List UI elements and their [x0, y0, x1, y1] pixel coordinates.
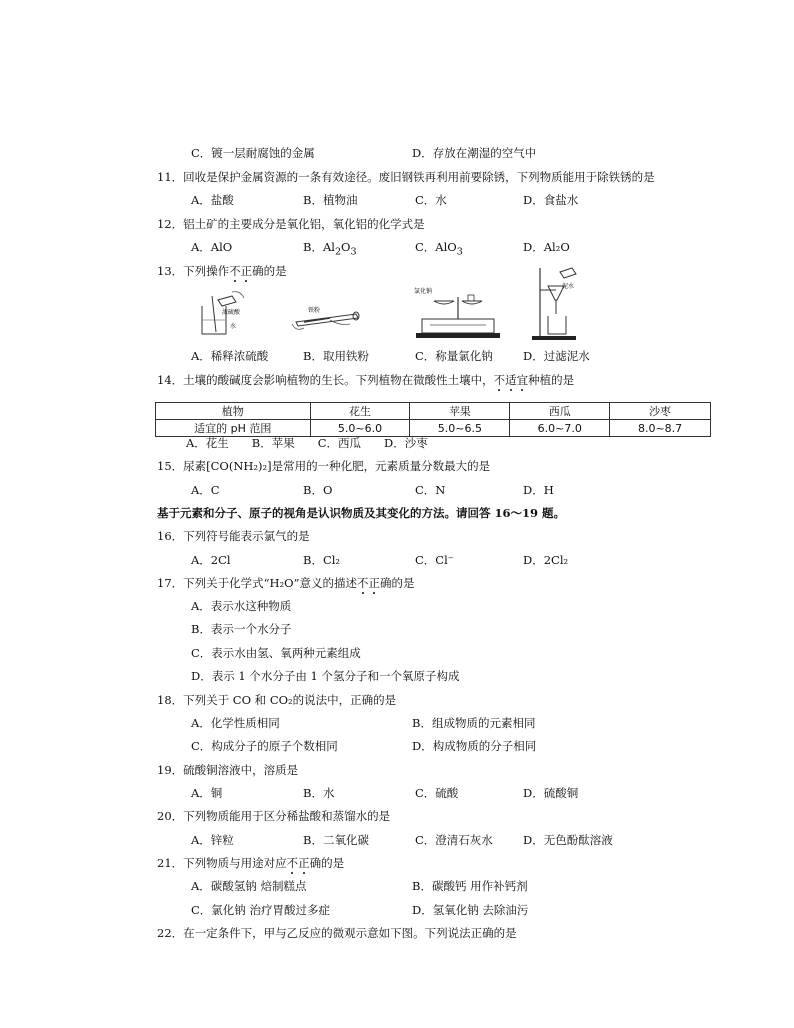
- q15-option-d: D．H: [523, 483, 554, 497]
- ph-table-cell: 8.0~8.7: [610, 420, 711, 437]
- q12-option-b: B．$Al_2O_3$: [303, 240, 357, 258]
- q17-option-a: A．表示水这种物质: [191, 599, 292, 613]
- q21-option-d: D．氢氧化钠 去除油污: [412, 903, 529, 917]
- q15-option-c: C．N: [415, 483, 446, 497]
- q15-stem: 15．尿素[CO(NH₂)₂]是常用的一种化肥，元素质量分数最大的是: [157, 459, 491, 473]
- q13-stem: 13．下列操作不正确的是: [157, 264, 287, 278]
- q20-option-d: D．无色酚酞溶液: [523, 833, 613, 847]
- q17-option-d: D．表示 1 个水分子由 1 个氢分子和一个氧原子构成: [191, 669, 460, 683]
- ph-range-table: [155, 402, 711, 437]
- q22-stem: 22．在一定条件下，甲与乙反应的微观示意如下图。下列说法正确的是: [157, 926, 517, 940]
- ph-table-header-cell: 沙枣: [610, 403, 711, 420]
- q16-option-d: D．2Cl₂: [523, 553, 569, 567]
- q12-option-c: C．AlO$_3$: [415, 240, 463, 258]
- ph-table-header-cell: 苹果: [410, 403, 510, 420]
- figure-b-label: 铁粉: [308, 307, 321, 314]
- q20-stem: 20．下列物质能用于区分稀盐酸和蒸馏水的是: [157, 809, 391, 823]
- ph-table-header-cell: 西瓜: [510, 403, 610, 420]
- ph-table-header-row: [156, 403, 711, 420]
- figure-a-label-water: 水: [230, 323, 237, 330]
- ph-table-row: [156, 420, 711, 437]
- q11-option-c: C．水: [415, 193, 447, 207]
- q21-stem: 21．下列物质与用途对应不正确的是: [157, 856, 345, 870]
- figure-d-label: 泥水: [562, 283, 575, 290]
- q17-stem: 17．下列关于化学式“H₂O”意义的描述不正确的是: [157, 576, 415, 590]
- q11-option-a: A．盐酸: [191, 193, 234, 207]
- q13-option-b: B．取用铁粉: [303, 349, 369, 363]
- q18-option-c: C．构成分子的原子个数相同: [191, 739, 338, 753]
- ph-table-cell: 6.0~7.0: [510, 420, 610, 437]
- q13-option-c: C．称量氯化钠: [415, 349, 493, 363]
- ph-table-cell: 5.0~6.5: [410, 420, 510, 437]
- q11-stem: 11．回收是保护金属资源的一条有效途径。废旧钢铁再利用前要除锈，下列物质能用于除铁锈的是: [157, 170, 655, 184]
- figure-a-label: 浓硫酸: [222, 309, 241, 316]
- q15-option-a: A．C: [191, 483, 220, 497]
- q16-option-a: A．2Cl: [191, 553, 231, 567]
- q18-option-b: B．组成物质的元素相同: [412, 716, 536, 730]
- q16-stem: 16．下列符号能表示氯气的是: [157, 529, 310, 543]
- q20-option-c: C．澄清石灰水: [415, 833, 493, 847]
- q18-option-a: A．化学性质相同: [191, 716, 280, 730]
- balance-figure: [412, 283, 504, 341]
- dilute-acid-figure: [192, 290, 252, 338]
- q19-option-d: D．硫酸铜: [523, 786, 579, 800]
- q12-stem: 12．铝土矿的主要成分是氧化铝，氧化铝的化学式是: [157, 217, 425, 231]
- q10-option-d: D．存放在潮湿的空气中: [412, 146, 537, 160]
- q15-option-b: B．O: [303, 483, 333, 497]
- figure-c-label: 氯化钠: [414, 288, 433, 295]
- q13-option-a: A．稀释浓硫酸: [191, 349, 269, 363]
- q17-option-b: B．表示一个水分子: [191, 622, 292, 636]
- q16-option-b: B．Cl₂: [303, 553, 341, 567]
- q11-option-d: D．食盐水: [523, 193, 579, 207]
- q12-option-a: A．AlO: [191, 240, 233, 254]
- q19-option-a: A．铜: [191, 786, 223, 800]
- q19-option-b: B．水: [303, 786, 335, 800]
- q18-option-d: D．构成物质的分子相同: [412, 739, 537, 753]
- q19-option-c: C．硫酸: [415, 786, 459, 800]
- filtration-figure: [530, 266, 582, 342]
- ph-table-header-cell: 植物: [156, 403, 311, 420]
- q11-option-b: B．植物油: [303, 193, 358, 207]
- q19-stem: 19．硫酸铜溶液中，溶质是: [157, 763, 299, 777]
- q21-option-a: A．碳酸氢钠 焙制糕点: [191, 879, 307, 893]
- q13-option-d: D．过滤泥水: [523, 349, 590, 363]
- ph-table-cell: 5.0~6.0: [310, 420, 410, 437]
- ph-table-cell: 适宜的 pH 范围: [156, 420, 311, 437]
- ph-table-header-cell: 花生: [310, 403, 410, 420]
- q21-option-c: C．氯化钠 治疗胃酸过多症: [191, 903, 330, 917]
- q16-option-c: C．Cl⁻: [415, 553, 454, 567]
- q14-options: A．花生 B．苹果 C．西瓜 D．沙枣: [186, 436, 428, 450]
- q20-option-a: A．锌粒: [191, 833, 234, 847]
- q18-stem: 18．下列关于 CO 和 CO₂的说法中，正确的是: [157, 693, 397, 707]
- iron-powder-figure: [290, 300, 370, 336]
- q17-option-c: C．表示水由氢、氧两种元素组成: [191, 646, 361, 660]
- q21-option-b: B．碳酸钙 用作补钙剂: [412, 879, 528, 893]
- q12-option-d: D．Al₂O: [523, 240, 570, 254]
- q14-stem: 14．土壤的酸碱度会影响植物的生长。下列植物在微酸性土壤中，不适宜种植的是: [157, 373, 575, 387]
- q20-option-b: B．二氧化碳: [303, 833, 369, 847]
- q10-option-c: C．镀一层耐腐蚀的金属: [191, 146, 315, 160]
- section-intro: 基于元素和分子、原子的视角是认识物质及其变化的方法。请回答 16～19 题。: [157, 506, 566, 520]
